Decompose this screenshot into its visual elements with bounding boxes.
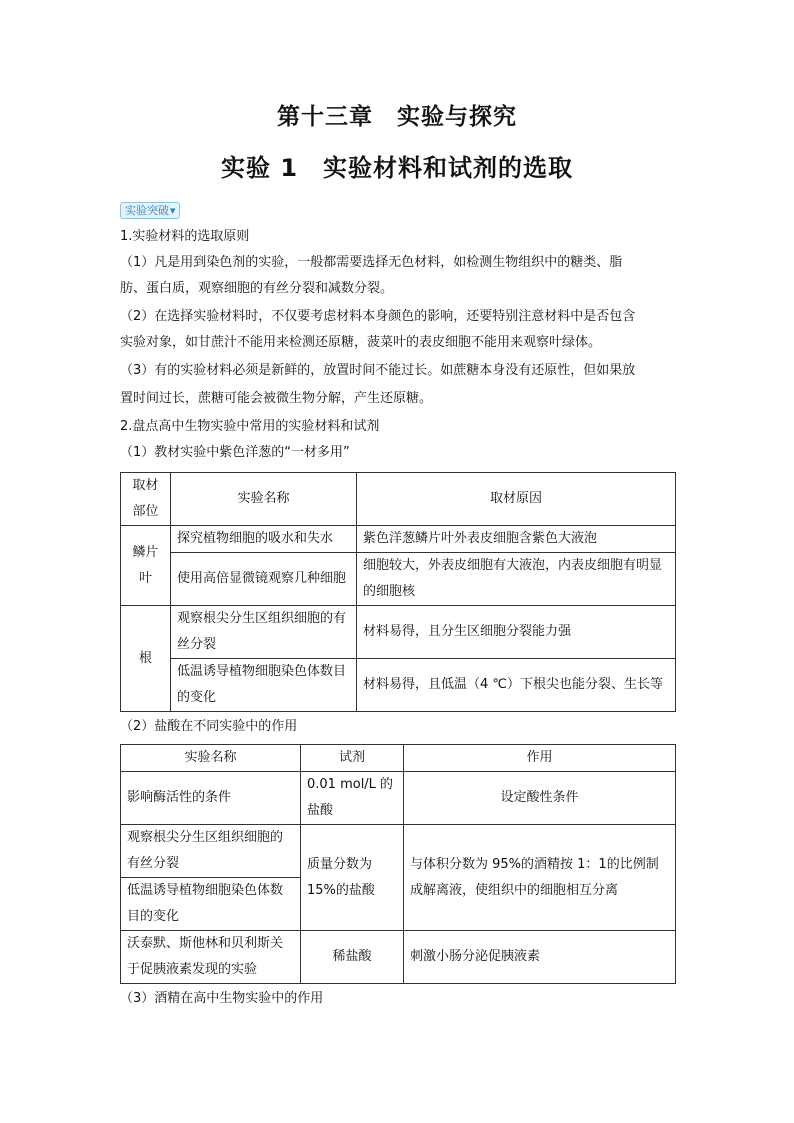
paragraph-line: 实验对象，如甘蔗汁不能用来检测还原糖，菠菜叶的表皮细胞不能用来观察叶绿体。 xyxy=(120,335,602,350)
subsection-heading: （3）酒精在高中生物实验中的作用 xyxy=(120,991,324,1006)
hydrochloric-acid-table xyxy=(120,744,676,984)
table-row xyxy=(121,606,676,659)
section1-heading: 1.实验材料的选取原则 xyxy=(120,229,250,244)
table-header-cell: 取材部位 xyxy=(121,473,171,526)
badge-label: 实验突破 xyxy=(125,204,169,217)
paragraph-line: 置时间过长，蔗糖可能会被微生物分解，产生还原糖。 xyxy=(120,391,433,406)
chapter-title: 第十三章 实验与探究 xyxy=(277,104,517,130)
table-row xyxy=(121,553,676,606)
subsection-heading: （2）盐酸在不同实验中的作用 xyxy=(120,719,298,734)
table-row xyxy=(121,825,676,878)
table-row xyxy=(121,526,676,553)
table-cell-name: 观察根尖分生区组织细胞的有丝分裂 xyxy=(171,606,357,659)
table-header-row xyxy=(121,745,676,772)
table-header-row xyxy=(121,473,676,526)
table-header-cell: 取材原因 xyxy=(357,473,676,526)
paragraph-line: （3）有的实验材料必须是新鲜的，放置时间不能过长。如蔗糖本身没有还原性，但如果放 xyxy=(120,363,636,378)
table-row xyxy=(121,659,676,712)
table-header-cell: 试剂 xyxy=(301,745,404,772)
triangle-icon: ▼ xyxy=(170,207,176,215)
paragraph-line: 肪、蛋白质，观察细胞的有丝分裂和减数分裂。 xyxy=(120,281,394,296)
table-cell-part: 鳞片叶 xyxy=(121,526,171,606)
lesson-title: 实验 1 实验材料和试剂的选取 xyxy=(220,154,574,182)
table-cell-effect: 与体积分数为 95%的酒精按 1：1的比例制成解离液，使组织中的细胞相互分离 xyxy=(404,825,676,931)
table-cell-name: 低温诱导植物细胞染色体数目的变化 xyxy=(121,878,301,931)
table-cell-name: 探究植物细胞的吸水和失水 xyxy=(171,526,357,553)
table-cell-name: 沃泰默、斯他林和贝利斯关于促胰液素发现的实验 xyxy=(121,931,301,984)
table-header-cell: 实验名称 xyxy=(171,473,357,526)
table-cell-reagent: 稀盐酸 xyxy=(301,931,404,984)
table-header-cell: 作用 xyxy=(404,745,676,772)
paragraph-line: （1）凡是用到染色剂的实验，一般都需要选择无色材料，如检测生物组织中的糖类、脂 xyxy=(120,255,623,270)
table-cell-name: 影响酶活性的条件 xyxy=(121,772,301,825)
table-cell-part: 根 xyxy=(121,606,171,712)
table-row xyxy=(121,931,676,984)
table-cell-reason: 细胞较大，外表皮细胞有大液泡，内表皮细胞有明显的细胞核 xyxy=(357,553,676,606)
table-cell-reagent: 质量分数为15%的盐酸 xyxy=(301,825,404,931)
table-cell-name: 低温诱导植物细胞染色体数目的变化 xyxy=(171,659,357,712)
table-cell-effect: 刺激小肠分泌促胰液素 xyxy=(404,931,676,984)
table-cell-reason: 材料易得，且分生区细胞分裂能力强 xyxy=(357,606,676,659)
subsection-heading: （1）教材实验中紫色洋葱的“一材多用” xyxy=(120,445,350,460)
section-badge xyxy=(120,202,180,219)
table-cell-effect: 设定酸性条件 xyxy=(404,772,676,825)
paragraph-line: （2）在选择实验材料时，不仅要考虑材料本身颜色的影响，还要特别注意材料中是否包含 xyxy=(120,309,636,324)
table-header-cell: 实验名称 xyxy=(121,745,301,772)
table-cell-reason: 材料易得，且低温（4 ℃）下根尖也能分裂、生长等 xyxy=(357,659,676,712)
table-cell-name: 使用高倍显微镜观察几种细胞 xyxy=(171,553,357,606)
table-cell-reason: 紫色洋葱鳞片叶外表皮细胞含紫色大液泡 xyxy=(357,526,676,553)
table-cell-reagent: 0.01 mol/L 的盐酸 xyxy=(301,772,404,825)
table-row xyxy=(121,772,676,825)
onion-materials-table xyxy=(120,472,676,712)
table-cell-name: 观察根尖分生区组织细胞的有丝分裂 xyxy=(121,825,301,878)
section2-heading: 2.盘点高中生物实验中常用的实验材料和试剂 xyxy=(120,419,380,434)
